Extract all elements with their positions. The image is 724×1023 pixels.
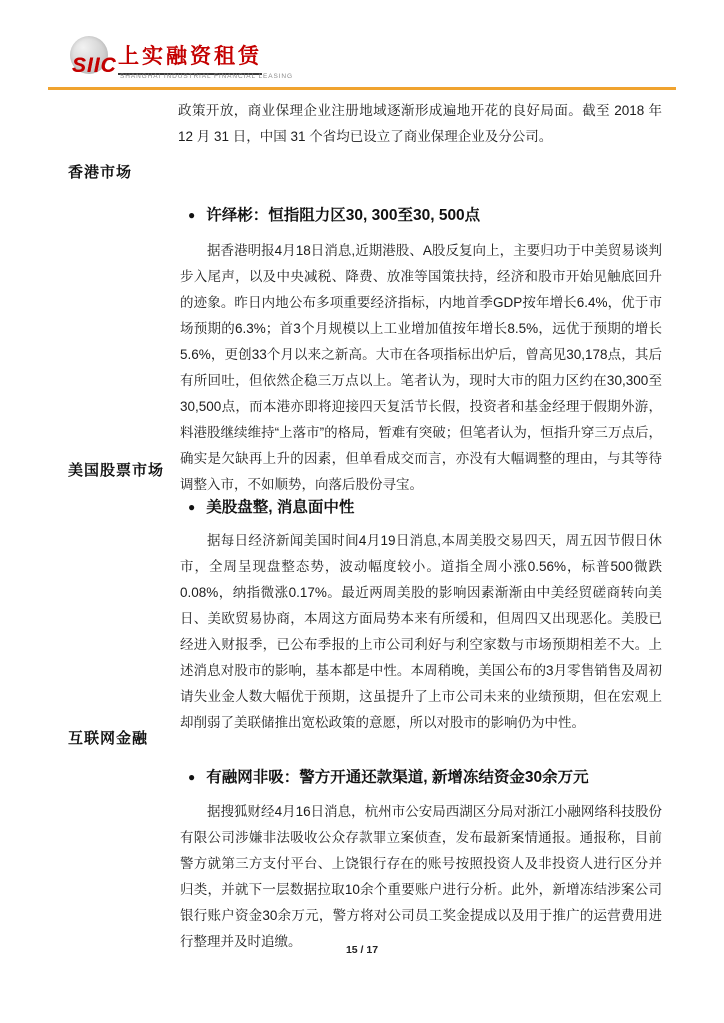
company-name-en: SHANGHAI INDUSTRIAL FINANCIAL LEASING: [120, 73, 293, 80]
bullet-icon: ●: [188, 208, 196, 222]
bullet-heading-text: 有融网非吸：警方开通还款渠道, 新增冻结资金30余万元: [206, 769, 589, 786]
bullet-heading-text: 许绎彬：恒指阻力区30, 300至30, 500点: [206, 207, 481, 224]
section-title-internet-finance: 互联网金融: [68, 730, 149, 747]
section-paragraph: 据香港明报4月18日消息,近期港股、A股反复向上，主要归功于中美贸易谈判步入尾声，以及中央减税、降费、放准等国策扶持，经济和股市开始见触底回升的迹象。昨日内地公布多项重要经济指标，内地首季GDP按年增长6.4%，优于市场预期的6.3%；首3个月规模以上工业增加值按年增长8.5%，远优于预期的增长5.6%，更创33个月以来之新高。大市在各项指标出炉后，曾高见30,178点，其后有所回吐，但依然企稳三万点以上。笔者认为，现时大市的阻力区约在30,300至30,500点，而本港亦即将迎接四天复活节长假，投资者和基金经理于假期外游，料港股继续维持“上落市”的格局，暂难有突破；但笔者认为，恒指升穿三万点后，确实是欠缺再上升的因素，但单看成交而言，亦没有大幅调整的理由，与其等待调整入市，不如顺势，向落后股份寻宝。: [180, 243, 662, 492]
bullet-item-heading: [188, 495, 354, 517]
section-title-hong-kong-market: 香港市场: [68, 164, 133, 181]
company-name-cn: 上实融资租赁: [118, 40, 262, 75]
header-divider: [48, 87, 676, 90]
intro-paragraph: 政策开放，商业保理企业注册地域逐渐形成遍地开花的良好局面。截至 2018 年 12 月 31 日，中国 31 个省均已设立了商业保理企业及分公司。: [178, 103, 662, 144]
bullet-icon: ●: [188, 770, 196, 784]
bullet-heading-text: 美股盘整, 消息面中性: [206, 499, 355, 516]
section-title-us-stock-market: 美国股票市场: [68, 462, 165, 479]
page-number: 15 / 17: [345, 944, 379, 956]
bullet-item-heading: [188, 765, 589, 787]
section-paragraph: 据每日经济新闻美国时间4月19日消息,本周美股交易四天，周五因节假日休市，全周呈现盘整态势，波动幅度较小。道指全周小涨0.56%，标普500微跌0.08%，纳指微涨0.17%。最近两周美股的影响因素渐渐由中美经贸磋商转向美日、美欧贸易协商，本周这方面局势本来有所缓和，但周四又出现恶化。美股已经进入财报季，已公布季报的上市公司利好与利空家数与市场预期相差不大。上述消息对股市的影响，基本都是中性。本周稍晚，美国公布的3月零售销售及周初请失业金人数大幅优于预期，这虽提升了上市公司未来的业绩预期，但在宏观上却削弱了美联储推出宽松政策的意愿，所以对股市的影响仍为中性。: [180, 533, 662, 730]
bullet-icon: ●: [188, 500, 196, 514]
bullet-item-heading: [188, 203, 480, 225]
siic-logo-text: SIIC: [72, 54, 117, 77]
section-paragraph: 据搜狐财经4月16日消息，杭州市公安局西湖区分局对浙江小融网络科技股份有限公司涉嫌非法吸收公众存款罪立案侦查，发布最新案情通报。通报称，目前警方就第三方支付平台、上饶银行存在的账号按照投资人及非投资人进行区分并归类，并就下一层数据拉取10余个重要账户进行分析。此外，新增冻结涉案公司银行账户资金30余万元，警方将对公司员工奖金提成以及用于推广的运营费用进行整理并及时追缴。: [180, 804, 662, 949]
